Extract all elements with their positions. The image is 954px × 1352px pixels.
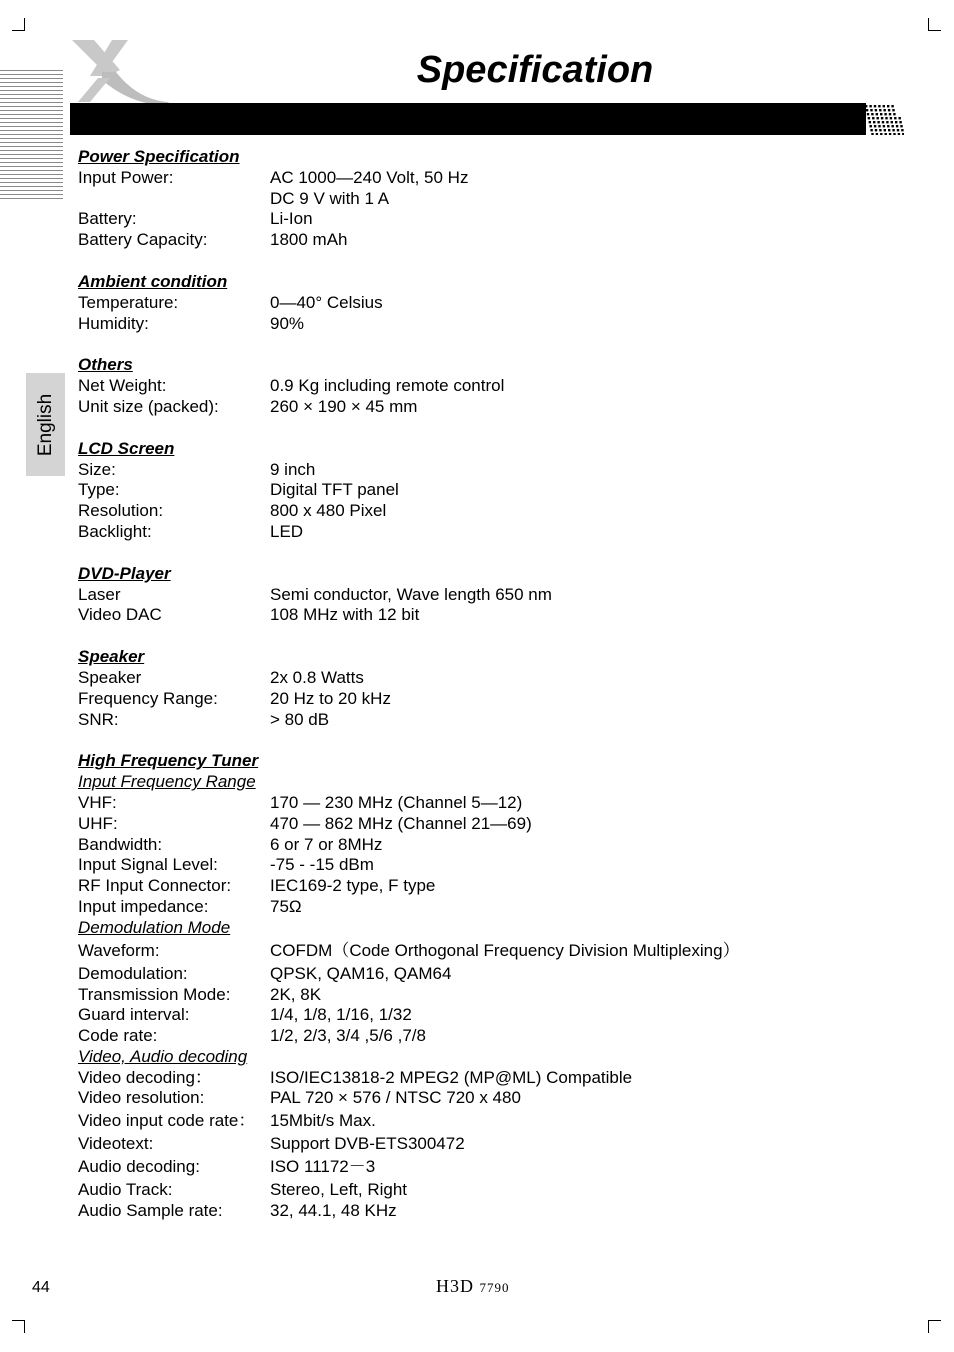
spec-row: Backlight: LED: [78, 521, 304, 541]
spec-row: Size: 9 inch: [78, 459, 316, 479]
spec-row: Video resolution: PAL 720 × 576 / NTSC 720 x 480: [78, 1088, 521, 1108]
spec-row: Videotext: Support DVB-ETS300472: [78, 1134, 465, 1154]
title-bar: [70, 103, 866, 135]
spec-row: Guard interval: 1/4, 1/8, 1/16, 1/32: [78, 1005, 412, 1025]
spec-row: Audio Track: Stereo, Left, Right: [78, 1180, 408, 1200]
spec-row: UHF: 470 — 862 MHz (Channel 21—69): [78, 813, 532, 833]
spec-content: [78, 147, 918, 1222]
spec-row: Temperature: 0—40° Celsius: [78, 292, 383, 312]
spec-row: Battery Capacity: 1800 mAh: [78, 230, 348, 250]
language-tab-label: English: [34, 393, 56, 456]
spec-row: Speaker 2x 0.8 Watts: [78, 667, 364, 687]
spec-row: Resolution: 800 x 480 Pixel: [78, 501, 387, 521]
spec-row: Video input code rate： 15Mbit/s Max.: [78, 1111, 376, 1131]
subsection-heading-demodulation: Demodulation Mode: [78, 917, 231, 937]
section-heading-lcd: LCD Screen: [78, 438, 175, 458]
spec-row: Input impedance: 75Ω: [78, 896, 302, 916]
spec-row: VHF: 170 — 230 MHz (Channel 5—12): [78, 792, 523, 812]
spec-row: Audio Sample rate: 32, 44.1, 48 KHz: [78, 1201, 397, 1221]
subsection-heading-input-range: Input Frequency Range: [78, 772, 256, 792]
spec-row: Input Power: AC 1000—240 Volt, 50 Hz: [78, 167, 469, 187]
page-number: 44: [32, 1279, 50, 1296]
section-heading-others: Others: [78, 355, 133, 375]
spec-row: SNR: > 80 dB: [78, 709, 330, 729]
crop-mark-bottom-left: [12, 1320, 25, 1333]
spec-row: Demodulation: QPSK, QAM16, QAM64: [78, 963, 452, 983]
spec-row: Video decoding： ISO/IEC13818-2 MPEG2 (MP@ML) Compatible: [78, 1067, 633, 1087]
crop-mark-top-right: [928, 18, 941, 31]
section-heading-speaker: Speaker: [78, 647, 145, 667]
page-title: Specification: [416, 49, 654, 91]
spec-row: Net Weight: 0.9 Kg including remote control: [78, 376, 505, 396]
footer-model-logo: [436, 1276, 510, 1297]
spec-row: Battery: Li-Ion: [78, 209, 313, 229]
model-number: 7790: [479, 1280, 510, 1295]
spec-row: Waveform: COFDM（Code Orthogonal Frequency Division Multiplexing）: [78, 940, 740, 960]
section-heading-power: Power Specification: [78, 147, 240, 166]
spec-row: Humidity: 90%: [78, 313, 305, 333]
spec-row: RF Input Connector: IEC169-2 type, F type: [78, 876, 436, 896]
spec-row: DC 9 V with 1 A: [270, 188, 390, 208]
spec-row: Type: Digital TFT panel: [78, 480, 399, 500]
spec-row: Bandwidth: 6 or 7 or 8MHz: [78, 834, 383, 854]
model-brand: H3D: [436, 1276, 474, 1296]
spec-row: Laser Semi conductor, Wave length 650 nm: [78, 584, 552, 604]
section-heading-dvd: DVD-Player: [78, 563, 171, 583]
section-heading-tuner: High Frequency Tuner: [78, 751, 259, 771]
crop-mark-bottom-right: [928, 1320, 941, 1333]
spec-row: Video DAC 108 MHz with 12 bit: [78, 605, 420, 625]
section-heading-ambient: Ambient condition: [78, 271, 228, 291]
spec-row: Transmission Mode: 2K, 8K: [78, 984, 322, 1004]
spec-row: Unit size (packed): 260 × 190 × 45 mm: [78, 396, 418, 416]
language-tab: [26, 373, 65, 476]
spec-row: Frequency Range: 20 Hz to 20 kHz: [78, 688, 391, 708]
crop-mark-top-left: [12, 18, 25, 31]
spec-row: Code rate: 1/2, 2/3, 3/4 ,5/6 ,7/8: [78, 1026, 426, 1046]
title-bar-dots-decoration: [862, 103, 904, 135]
spec-row: Audio decoding: ISO 11172－3: [78, 1157, 376, 1177]
spec-row: Input Signal Level: -75 - -15 dBm: [78, 855, 374, 875]
subsection-heading-decoding: Video, Audio decoding: [78, 1046, 248, 1066]
